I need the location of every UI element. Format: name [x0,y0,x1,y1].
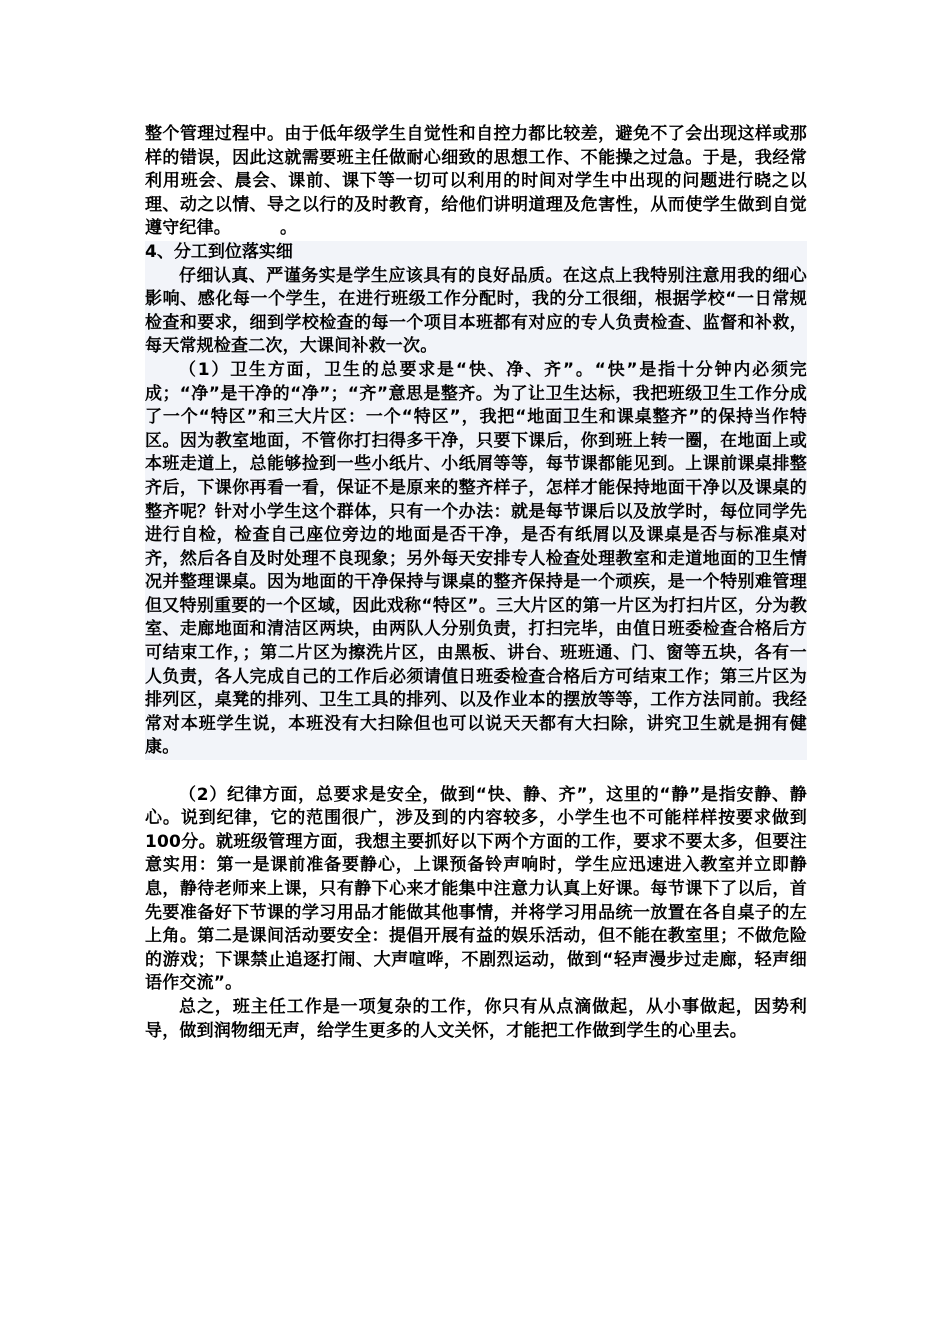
document-page [145,123,807,1043]
paragraph-discipline: （2）纪律方面，总要求是安全，做到“快、静、齐”，这里的“静”是指安静、静心。说到纪律，它的范围很广，涉及到的内容较多，小学生也不可能样样按要求做到100分。就班级管理方面，我想主要抓好以下两个方面的工作，要求不要太多，但要注意实用：第一是课前准备要静心，上课预备铃声响时，学生应迅速进入教室并立即静息，静待老师来上课，只有静下心来才能集中注意力认真上好课。每节课下了以后，首先要准备好下节课的学习用品才能做其他事情，并将学习用品统一放置在各自桌子的左上角。第二是课间活动要安全：提倡开展有益的娱乐活动，但不能在教室里；不做危险的游戏；下课禁止追逐打闹、大声喧哗，不剧烈运动，做到“轻声漫步过走廊，轻声细语作交流”。 [145,784,807,994]
section-heading-4: 4、分工到位落实细 [145,241,807,265]
paragraph-division-of-work: 仔细认真、严谨务实是学生应该具有的良好品质。在这点上我特别注意用我的细心影响、感化每一个学生，在进行班级工作分配时，我的分工很细，根据学校“一日常规检查和要求，细到学校检查的每一个项目本班都有对应的专人负责检查、监督和补救，每天常规检查二次，大课间补救一次。 [145,265,807,359]
paragraph-conclusion: 总之，班主任工作是一项复杂的工作，你只有从点滴做起，从小事做起，因势利导，做到润物细无声，给学生更多的人文关怀，才能把工作做到学生的心里去。 [145,996,807,1041]
blank-line [145,760,807,784]
paragraph-hygiene: （1）卫生方面，卫生的总要求是“快、净、齐”。“快”是指十分钟内必须完成；“净”是干净的“净”；“齐”意思是整齐。为了让卫生达标，我把班级卫生工作分成了一个“特区”和三大片区：一个“特区”，我把“地面卫生和课桌整齐”的保持当作特区。因为教室地面，不管你打扫得多干净，只要下课后，你到班上转一圈，在地面上或本班走道上，总能够捡到一些小纸片、小纸屑等等，每节课都能见到。上课前课桌排整齐后，下课你再看一看，保证不是原来的整齐样子，怎样才能保持地面干净以及课桌的整齐呢？针对小学生这个群体，只有一个办法：就是每节课后以及放学时，每位同学先进行自检，检查自己座位旁边的地面是否干净，是否有纸屑以及课桌是否与标准桌对齐，然后各自及时处理不良现象；另外每天安排专人检查处理教室和走道地面的卫生情况并整理课桌。因为地面的干净保持与课桌的整齐保持是一个顽疾，是一个特别难管理但又特别重要的一个区域，因此戏称“特区”。三大片区的第一片区为打扫片区，分为教室、走廊地面和清洁区两块，由两队人分别负责，打扫完毕，由值日班委检查合格后方可结束工作，；第二片区为擦洗片区，由黑板、讲台、班班通、门、窗等五块，各有一人负责，各人完成自己的工作后必须请值日班委检查合格后方可结束工作；第三片区为排列区，桌凳的排列、卫生工具的排列、以及作业本的摆放等等，工作方法同前。我经常对本班学生说，本班没有大扫除但也可以说天天都有大扫除，讲究卫生就是拥有健康。 [145,359,807,760]
paragraph-discipline-education: 整个管理过程中。由于低年级学生自觉性和自控力都比较差，避免不了会出现这样或那样的错误，因此这就需要班主任做耐心细致的思想工作、不能操之过急。于是，我经常利用班会、晨会、课前、课下等一切可以利用的时间对学生中出现的问题进行晓之以理、动之以情、导之以行的及时教育，给他们讲明道理及危害性，从而使学生做到自觉遵守纪律。 。 [145,124,807,239]
